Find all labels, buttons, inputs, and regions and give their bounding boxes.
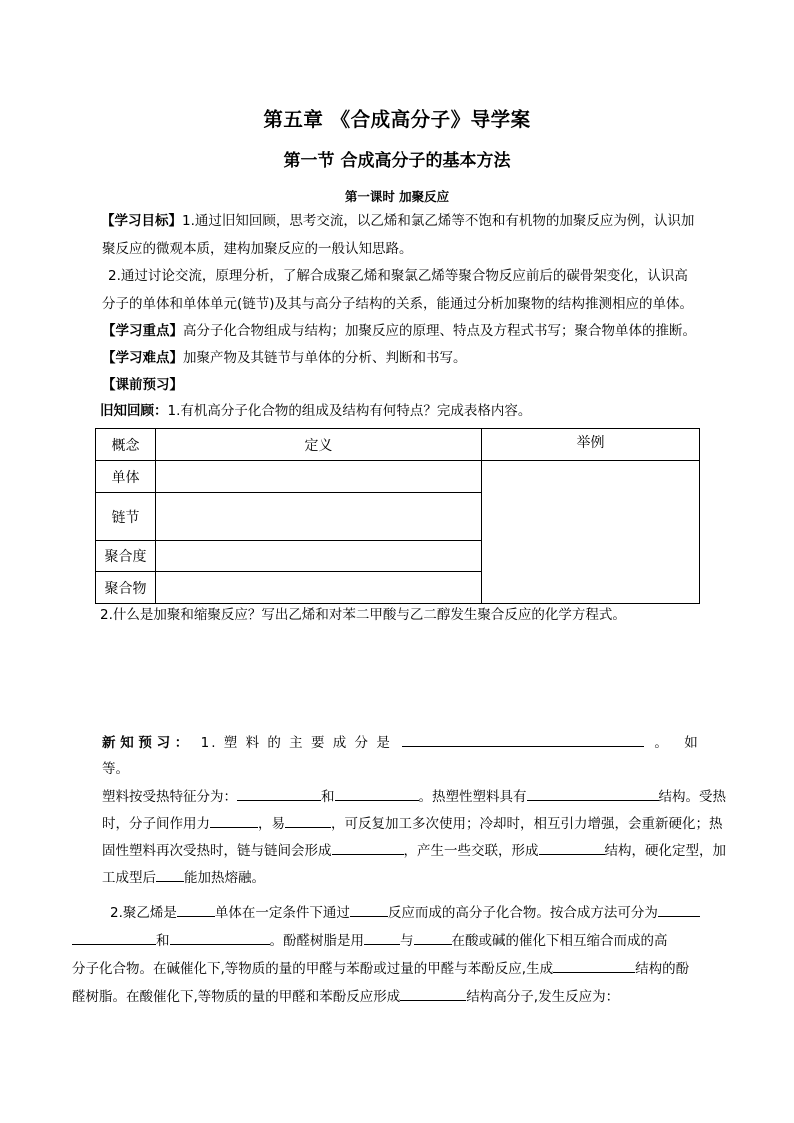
answer-blank[interactable] — [177, 900, 215, 917]
new-knowledge-line-3: 时，分子间作用力 ，易 ，可反复加工多次使用；冷却时，相互引力增强，会重新硬化；热 — [102, 811, 723, 832]
key-points-label: 【学习重点】 — [102, 323, 183, 339]
table-row-label: 聚合物 — [96, 572, 156, 604]
objectives-text-1: 1.通过旧知回顾，思考交流，以乙烯和氯乙烯等不饱和有机物的加聚反应为例，认识加聚反应的微观本质，建构加聚反应的一般认知思路。 — [102, 213, 695, 257]
answer-blank[interactable] — [332, 838, 404, 855]
answer-blank[interactable] — [285, 811, 331, 828]
answer-blank[interactable] — [553, 956, 635, 973]
chapter-title: 第五章 《合成高分子》导学案 — [263, 108, 531, 131]
polyethylene-line-2: 和 。酚醛树脂是用 与 在酸或碱的催化下相互缩合而成的高 — [72, 928, 668, 949]
table-row-label: 聚合度 — [96, 541, 156, 572]
new-knowledge-line-1: 新 知 预 习 ： 1. 塑 料 的 主 要 成 分 是 。 如 — [102, 730, 704, 751]
new-knowledge-line-5: 工成型后 能加热熔融。 — [102, 865, 265, 886]
answer-blank[interactable] — [350, 900, 388, 917]
objectives-paragraph-2: 2.通过讨论交流，原理分析，了解合成聚乙烯和聚氯乙烯等聚合物反应前后的碳骨架变化，认识高分子的单体和单体单元(链节)及其与高分子结构的关系，能通过分析加聚物的结构推测相应的单体。 — [102, 268, 694, 312]
answer-blank[interactable] — [402, 730, 644, 747]
answer-blank[interactable] — [170, 928, 270, 945]
table-row-label: 单体 — [96, 461, 156, 493]
answer-blank[interactable] — [414, 928, 452, 945]
review-question-2: 2.什么是加聚和缩聚反应？写出乙烯和对苯二甲酸与乙二醇发生聚合反应的化学方程式。 — [100, 607, 626, 623]
key-points-text: 高分子化合物组成与结构；加聚反应的原理、特点及方程式书写；聚合物单体的推断。 — [183, 323, 696, 339]
table-cell-definition[interactable] — [156, 493, 482, 541]
table-cell-example[interactable] — [482, 461, 700, 604]
new-knowledge-line-2: 塑料按受热特征分为： 和 。热塑性塑料具有 结构。受热 — [102, 784, 726, 805]
table-cell-definition[interactable] — [156, 572, 482, 604]
answer-blank[interactable] — [237, 784, 321, 801]
difficulties-label: 【学习难点】 — [102, 350, 183, 366]
answer-blank[interactable] — [527, 784, 659, 801]
polyethylene-line-4: 醛树脂。在酸催化下,等物质的量的甲醛和苯酚反应形成 结构高分子,发生反应为： — [72, 984, 619, 1005]
new-knowledge-line-4: 固性塑料再次受热时，链与链间会形成 ，产生一些交联，形成 结构，硬化定型，加 — [102, 838, 726, 859]
review-q1-text: 1.有机高分子化合物的组成及结构有何特点？完成表格内容。 — [167, 403, 532, 419]
objectives-label: 【学习目标】 — [101, 213, 182, 229]
new-knowledge-line-1-cont: 等。 — [102, 761, 129, 777]
answer-blank[interactable] — [364, 928, 400, 945]
table-cell-definition[interactable] — [156, 461, 482, 493]
concept-table — [95, 428, 700, 604]
review-label: 旧知回顾： — [100, 403, 168, 419]
table-row-label: 链节 — [96, 493, 156, 541]
polyethylene-line-3: 分子化合物。在碱催化下,等物质的量的甲醛与苯酚或过量的甲醛与苯酚反应,生成 结构的酚 — [72, 956, 689, 977]
answer-blank[interactable] — [156, 865, 184, 882]
review-question-1 — [100, 398, 694, 426]
answer-blank[interactable] — [335, 784, 419, 801]
key-points-paragraph — [102, 318, 696, 346]
new-knowledge-label: 新 知 预 习 ： — [102, 735, 189, 751]
answer-blank[interactable] — [400, 984, 466, 1001]
polyethylene-line-1: 2.聚乙烯是 单体在一定条件下通过 反应而成的高分子化合物。按合成方法可分为 — [110, 900, 700, 921]
difficulties-text: 加聚产物及其链节与单体的分析、判断和书写。 — [183, 350, 467, 366]
table-header-concept: 概念 — [96, 429, 156, 461]
preview-label: 【课前预习】 — [102, 377, 183, 393]
table-header-definition: 定义 — [156, 429, 482, 461]
section-title: 第一节 合成高分子的基本方法 — [283, 151, 511, 171]
objectives-paragraph-1 — [102, 208, 696, 263]
answer-blank[interactable] — [72, 928, 156, 945]
answer-blank[interactable] — [539, 838, 605, 855]
table-cell-definition[interactable] — [156, 541, 482, 572]
answer-blank[interactable] — [658, 900, 700, 917]
lesson-title: 第一课时 加聚反应 — [344, 189, 450, 204]
table-header-example: 举例 — [482, 429, 700, 461]
answer-blank[interactable] — [210, 811, 258, 828]
difficulties-paragraph — [102, 345, 696, 373]
